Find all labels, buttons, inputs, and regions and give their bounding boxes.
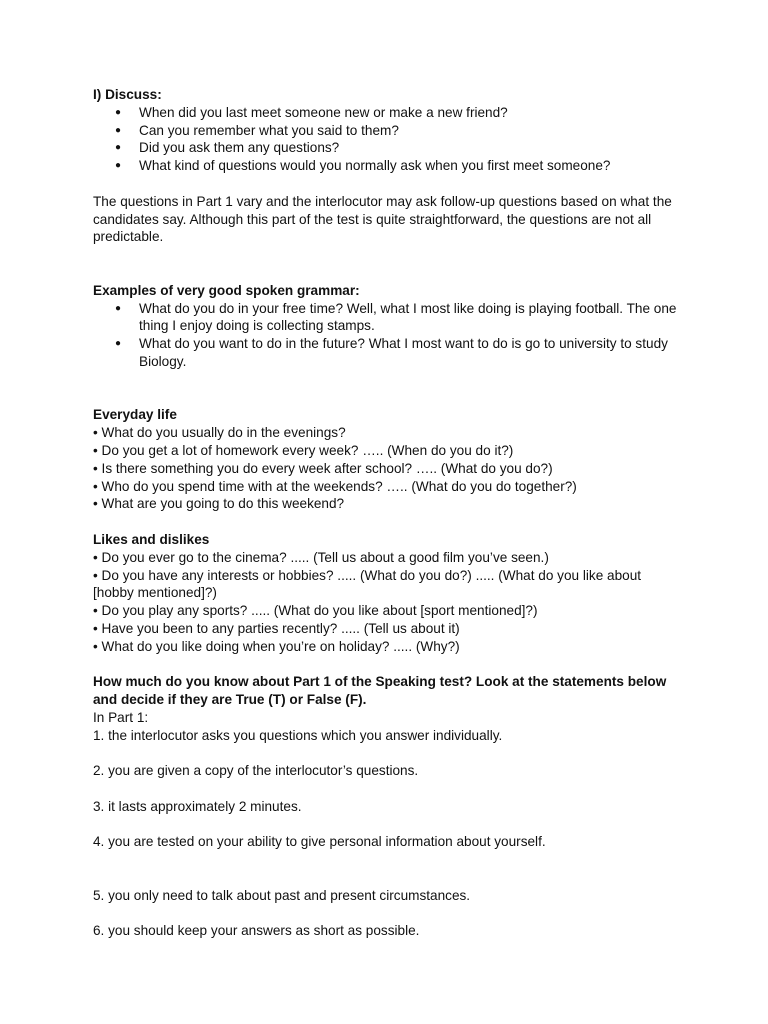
list-item: ● What do you want to do in the future? What I most want to do is go to university to study Biology. — [93, 335, 683, 371]
likes-heading: Likes and dislikes — [93, 531, 210, 547]
quiz-statement-6: 6. you should keep your answers as short as possible. — [93, 923, 420, 939]
discuss-heading: I) Discuss: — [93, 87, 162, 102]
question-line: • What do you like doing when you’re on holiday? ..... (Why?) — [93, 638, 460, 654]
question-line: • What do you usually do in the evenings? — [93, 425, 346, 441]
question-line: • Do you play any sports? ..... (What do you like about [sport mentioned]?) — [93, 603, 538, 619]
question-line: • Do you get a lot of homework every week? ….. (When do you do it?) — [93, 442, 514, 458]
grammar-list — [93, 300, 683, 371]
quiz-intro: In Part 1: — [93, 709, 149, 725]
discuss-list — [93, 104, 683, 175]
question-line: • Is there something you do every week after school? ….. (What do you do?) — [93, 460, 553, 476]
list-item: ● Can you remember what you said to them? — [93, 122, 683, 140]
list-item: ● When did you last meet someone new or make a new friend? — [93, 104, 683, 122]
quiz-statement-1: 1. the interlocutor asks you questions which you answer individually. — [93, 727, 503, 743]
quiz-statement-3: 3. it lasts approximately 2 minutes. — [93, 798, 302, 814]
document-page — [93, 86, 683, 940]
question-line: • Do you ever go to the cinema? ..... (Tell us about a good film you’ve seen.) — [93, 549, 549, 565]
question-line: • What are you going to do this weekend? — [93, 496, 345, 512]
question-line: • Who do you spend time with at the weekends? ….. (What do you do together?) — [93, 478, 577, 494]
everyday-heading: Everyday life — [93, 407, 177, 423]
quiz-statement-2: 2. you are given a copy of the interlocutor’s questions. — [93, 763, 419, 779]
list-item: ● What do you do in your free time? Well, what I most like doing is playing football. The one thing I enjoy doing is collecting stamps. — [93, 300, 683, 336]
list-item: ● What kind of questions would you normally ask when you first meet someone? — [93, 157, 683, 175]
quiz-statement-4: 4. you are tested on your ability to give personal information about yourself. — [93, 834, 546, 850]
quiz-statement-5: 5. you only need to talk about past and present circumstances. — [93, 887, 471, 903]
quiz-heading: How much do you know about Part 1 of the Speaking test? Look at the statements below and decide if they are True (T) or False (F). — [93, 674, 667, 708]
intro-paragraph: The questions in Part 1 vary and the interlocutor may ask follow-up questions based on what the candidates say. Although this part of the test is quite straightforward, the questions are not all predictable. — [93, 193, 672, 245]
question-line: • Do you have any interests or hobbies? ..... (What do you do?) ..... (What do you like about [hobby mentioned]?) — [93, 567, 642, 601]
question-line: • Have you been to any parties recently? ..... (Tell us about it) — [93, 620, 460, 636]
list-item: ● Did you ask them any questions? — [93, 139, 683, 157]
grammar-heading: Examples of very good spoken grammar: — [93, 282, 360, 298]
